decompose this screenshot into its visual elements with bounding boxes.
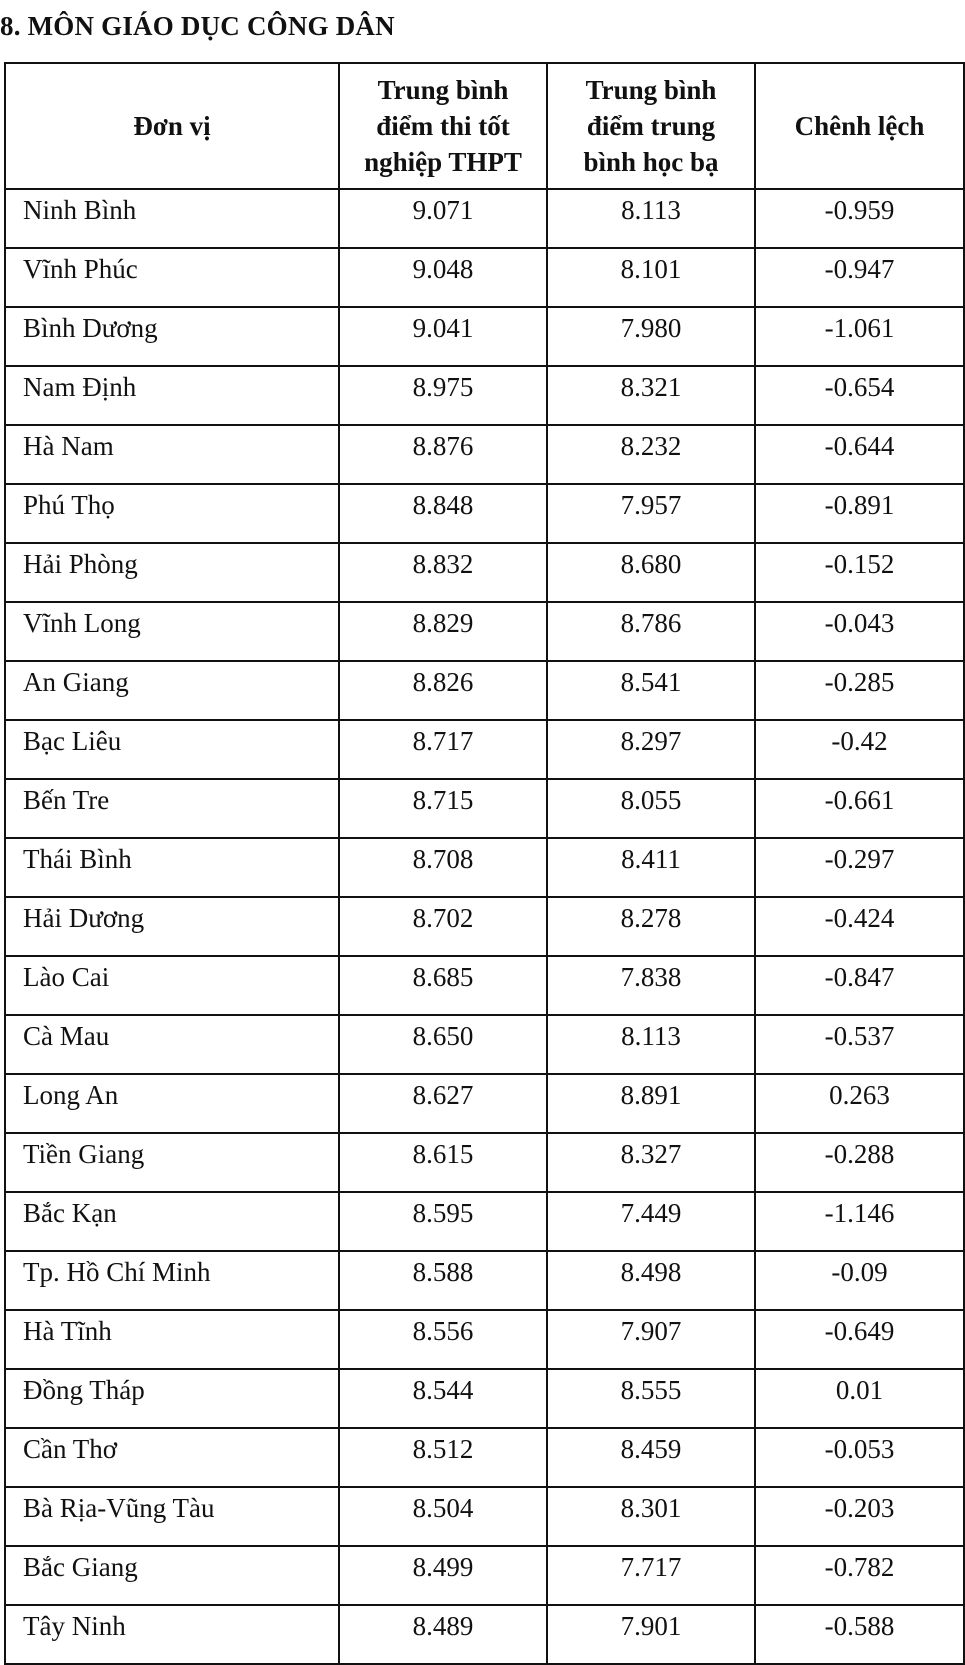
cell-report: 8.498 xyxy=(547,1251,755,1310)
cell-report: 7.907 xyxy=(547,1310,755,1369)
header-report-line-3: bình học bạ xyxy=(583,147,719,177)
cell-report: 8.113 xyxy=(547,1015,755,1074)
header-difference-label: Chênh lệch xyxy=(794,111,925,141)
cell-unit: Đồng Tháp xyxy=(5,1369,339,1428)
cell-unit: Bến Tre xyxy=(5,779,339,838)
cell-report: 8.891 xyxy=(547,1074,755,1133)
cell-unit: Thái Bình xyxy=(5,838,339,897)
cell-diff: -0.09 xyxy=(755,1251,964,1310)
cell-diff: 0.263 xyxy=(755,1074,964,1133)
cell-report: 7.717 xyxy=(547,1546,755,1605)
cell-diff: -0.644 xyxy=(755,425,964,484)
cell-diff: -0.288 xyxy=(755,1133,964,1192)
cell-report: 8.555 xyxy=(547,1369,755,1428)
cell-unit: Hà Tĩnh xyxy=(5,1310,339,1369)
table-row xyxy=(5,1428,964,1487)
cell-report: 8.321 xyxy=(547,366,755,425)
table-row xyxy=(5,1487,964,1546)
cell-exam: 8.595 xyxy=(339,1192,547,1251)
cell-diff: -0.42 xyxy=(755,720,964,779)
table-row xyxy=(5,838,964,897)
cell-exam: 8.615 xyxy=(339,1133,547,1192)
table-row xyxy=(5,1546,964,1605)
cell-diff: -0.285 xyxy=(755,661,964,720)
table-row xyxy=(5,307,964,366)
cell-report: 7.838 xyxy=(547,956,755,1015)
cell-unit: Vĩnh Long xyxy=(5,602,339,661)
table-row xyxy=(5,956,964,1015)
cell-report: 8.055 xyxy=(547,779,755,838)
table-row xyxy=(5,661,964,720)
cell-unit: Hải Phòng xyxy=(5,543,339,602)
cell-unit: An Giang xyxy=(5,661,339,720)
table-row xyxy=(5,425,964,484)
table-row xyxy=(5,1015,964,1074)
header-exam-line-3: nghiệp THPT xyxy=(364,147,522,177)
cell-report: 8.232 xyxy=(547,425,755,484)
header-unit-label: Đơn vị xyxy=(133,111,211,141)
cell-exam: 8.588 xyxy=(339,1251,547,1310)
cell-diff: -0.537 xyxy=(755,1015,964,1074)
cell-unit: Bình Dương xyxy=(5,307,339,366)
cell-report: 8.297 xyxy=(547,720,755,779)
cell-diff: 0.01 xyxy=(755,1369,964,1428)
cell-unit: Tiền Giang xyxy=(5,1133,339,1192)
cell-exam: 8.717 xyxy=(339,720,547,779)
table-row xyxy=(5,1133,964,1192)
cell-exam: 8.848 xyxy=(339,484,547,543)
cell-exam: 8.829 xyxy=(339,602,547,661)
table-row xyxy=(5,484,964,543)
cell-unit: Cà Mau xyxy=(5,1015,339,1074)
cell-diff: -0.661 xyxy=(755,779,964,838)
cell-exam: 8.556 xyxy=(339,1310,547,1369)
cell-report: 8.680 xyxy=(547,543,755,602)
cell-diff: -0.152 xyxy=(755,543,964,602)
cell-unit: Tây Ninh xyxy=(5,1605,339,1664)
cell-report: 7.901 xyxy=(547,1605,755,1664)
cell-exam: 8.876 xyxy=(339,425,547,484)
cell-report: 8.101 xyxy=(547,248,755,307)
cell-diff: -1.061 xyxy=(755,307,964,366)
cell-diff: -0.053 xyxy=(755,1428,964,1487)
table-row xyxy=(5,189,964,248)
cell-exam: 8.702 xyxy=(339,897,547,956)
header-report-line-2: điểm trung xyxy=(586,111,716,141)
header-row xyxy=(5,63,964,189)
cell-report: 7.449 xyxy=(547,1192,755,1251)
table-row xyxy=(5,1192,964,1251)
cell-diff: -0.891 xyxy=(755,484,964,543)
table-row xyxy=(5,720,964,779)
cell-diff: -0.588 xyxy=(755,1605,964,1664)
cell-unit: Nam Định xyxy=(5,366,339,425)
cell-exam: 8.685 xyxy=(339,956,547,1015)
cell-diff: -0.043 xyxy=(755,602,964,661)
cell-diff: -0.782 xyxy=(755,1546,964,1605)
cell-diff: -0.424 xyxy=(755,897,964,956)
cell-exam: 8.512 xyxy=(339,1428,547,1487)
cell-diff: -0.649 xyxy=(755,1310,964,1369)
cell-exam: 8.826 xyxy=(339,661,547,720)
cell-report: 8.541 xyxy=(547,661,755,720)
cell-exam: 8.715 xyxy=(339,779,547,838)
cell-unit: Phú Thọ xyxy=(5,484,339,543)
table-body xyxy=(5,189,964,1664)
header-report-line-1: Trung bình xyxy=(585,75,717,105)
cell-exam: 9.041 xyxy=(339,307,547,366)
cell-unit: Hà Nam xyxy=(5,425,339,484)
cell-unit: Long An xyxy=(5,1074,339,1133)
cell-exam: 8.650 xyxy=(339,1015,547,1074)
table-row xyxy=(5,543,964,602)
cell-exam: 8.975 xyxy=(339,366,547,425)
table-row xyxy=(5,1369,964,1428)
cell-unit: Bắc Kạn xyxy=(5,1192,339,1251)
cell-diff: -0.847 xyxy=(755,956,964,1015)
section-title: 8. MÔN GIÁO DỤC CÔNG DÂN xyxy=(0,11,395,41)
header-unit xyxy=(5,63,339,189)
table-row xyxy=(5,1074,964,1133)
cell-report: 7.957 xyxy=(547,484,755,543)
header-exam-average xyxy=(339,63,547,189)
cell-diff: -0.297 xyxy=(755,838,964,897)
table-header xyxy=(5,63,964,189)
cell-diff: -0.203 xyxy=(755,1487,964,1546)
cell-unit: Bắc Giang xyxy=(5,1546,339,1605)
cell-exam: 8.627 xyxy=(339,1074,547,1133)
cell-unit: Cần Thơ xyxy=(5,1428,339,1487)
cell-report: 8.327 xyxy=(547,1133,755,1192)
cell-unit: Bạc Liêu xyxy=(5,720,339,779)
cell-diff: -1.146 xyxy=(755,1192,964,1251)
table-row xyxy=(5,366,964,425)
cell-exam: 8.708 xyxy=(339,838,547,897)
cell-report: 8.301 xyxy=(547,1487,755,1546)
header-difference xyxy=(755,63,964,189)
table-row xyxy=(5,1251,964,1310)
cell-report: 8.411 xyxy=(547,838,755,897)
score-table xyxy=(4,62,965,1665)
table-row xyxy=(5,602,964,661)
cell-unit: Ninh Bình xyxy=(5,189,339,248)
table-row xyxy=(5,1605,964,1664)
cell-unit: Bà Rịa-Vũng Tàu xyxy=(5,1487,339,1546)
cell-exam: 8.832 xyxy=(339,543,547,602)
cell-exam: 9.048 xyxy=(339,248,547,307)
table-row xyxy=(5,897,964,956)
cell-report: 8.113 xyxy=(547,189,755,248)
header-exam-line-2: điểm thi tốt xyxy=(376,111,510,141)
cell-exam: 9.071 xyxy=(339,189,547,248)
cell-exam: 8.504 xyxy=(339,1487,547,1546)
cell-report: 8.786 xyxy=(547,602,755,661)
cell-report: 7.980 xyxy=(547,307,755,366)
cell-report: 8.459 xyxy=(547,1428,755,1487)
table-row xyxy=(5,1310,964,1369)
cell-exam: 8.544 xyxy=(339,1369,547,1428)
cell-diff: -0.959 xyxy=(755,189,964,248)
cell-unit: Hải Dương xyxy=(5,897,339,956)
header-exam-line-1: Trung bình xyxy=(377,75,509,105)
cell-report: 8.278 xyxy=(547,897,755,956)
table-row xyxy=(5,248,964,307)
cell-unit: Vĩnh Phúc xyxy=(5,248,339,307)
cell-unit: Lào Cai xyxy=(5,956,339,1015)
cell-diff: -0.654 xyxy=(755,366,964,425)
header-report-average xyxy=(547,63,755,189)
cell-exam: 8.489 xyxy=(339,1605,547,1664)
cell-diff: -0.947 xyxy=(755,248,964,307)
table-row xyxy=(5,779,964,838)
cell-unit: Tp. Hồ Chí Minh xyxy=(5,1251,339,1310)
cell-exam: 8.499 xyxy=(339,1546,547,1605)
